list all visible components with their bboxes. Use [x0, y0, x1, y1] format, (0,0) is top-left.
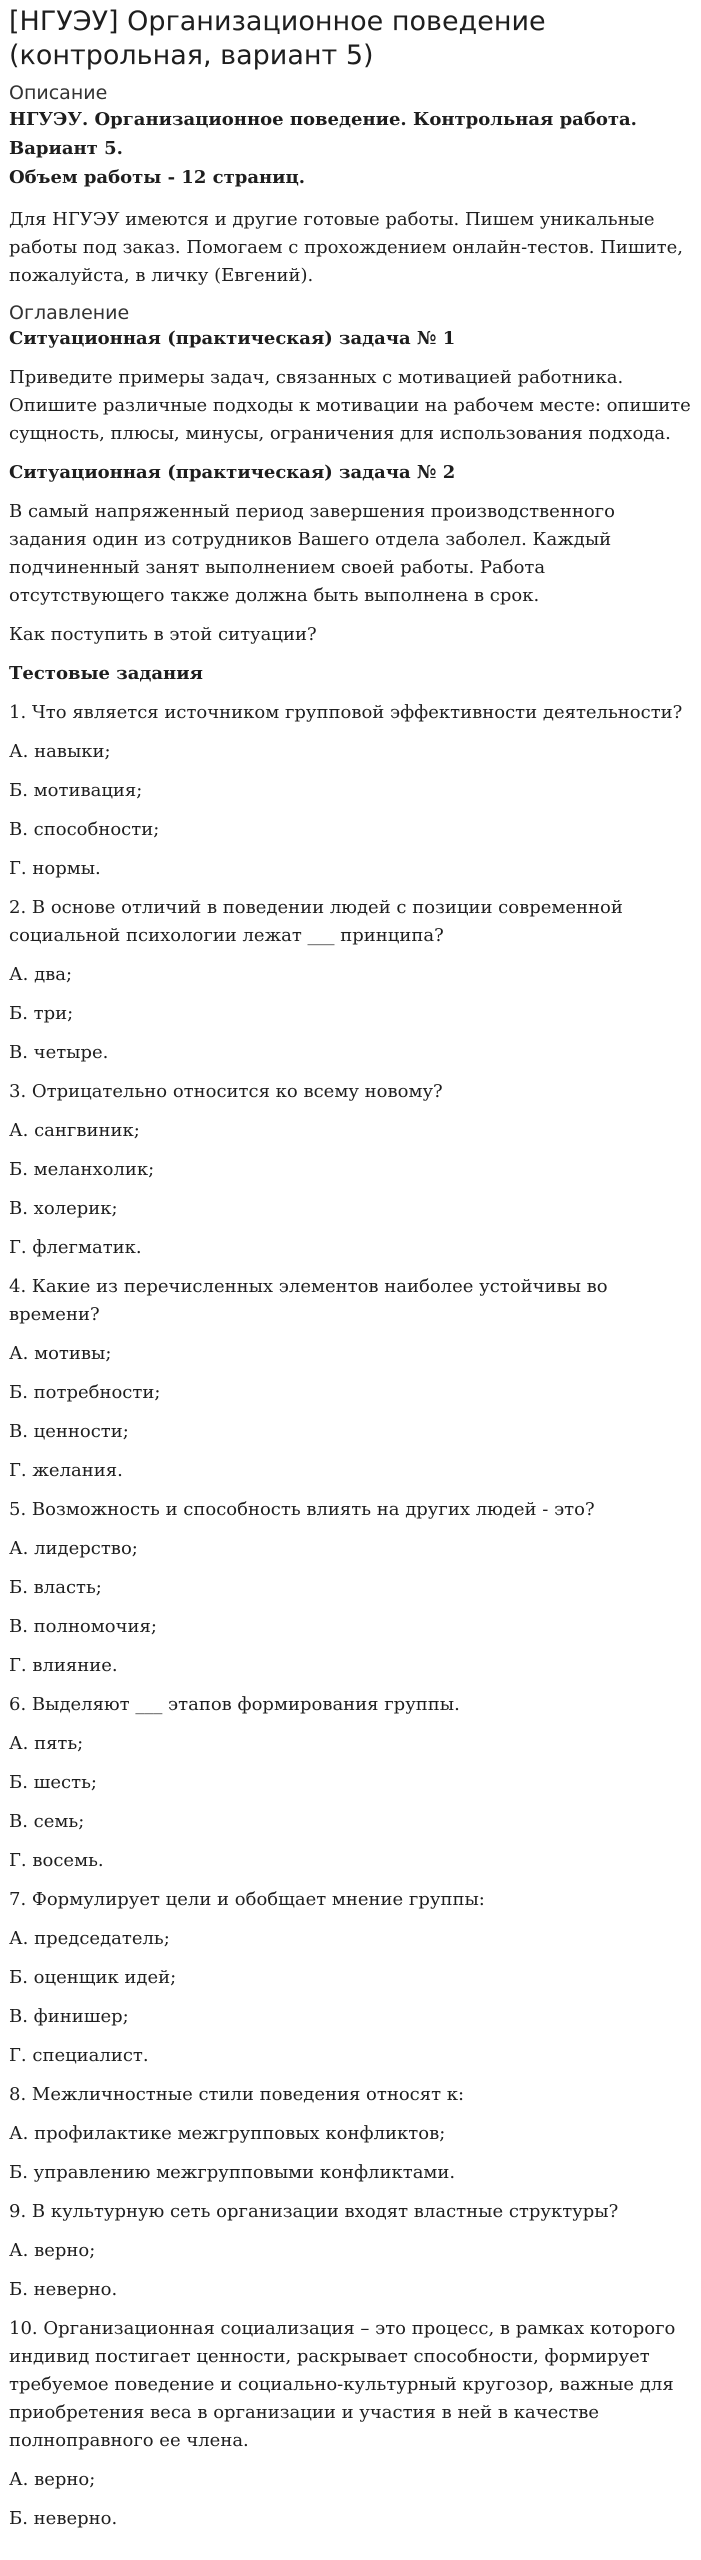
answer-option: В. финишер;: [9, 2006, 129, 2027]
questions-list: [9, 699, 692, 2533]
question-text: 10. Организационная социализация – это процесс, в рамках которого индивид постигает ценности, раскрывает способности, формирует требуемое поведение и социально-культурный кругозор, важные для приобретения веса в организации и участия в ней в качестве полноправного ее члена.: [9, 2318, 676, 2451]
answer-option: Б. меланхолик;: [9, 1159, 155, 1180]
answer-option: В. полномочия;: [9, 1616, 157, 1637]
page-title: [НГУЭУ] Организационное поведение (контрольная, вариант 5): [9, 6, 546, 71]
answer-option: Г. влияние.: [9, 1655, 118, 1676]
question-text: 8. Межличностные стили поведения относят к:: [9, 2084, 465, 2105]
lead-line-2: Объем работы - 12 страниц.: [9, 167, 306, 188]
answer-option: Г. желания.: [9, 1460, 123, 1481]
question-text: 2. В основе отличий в поведении людей с позиции современной социальной психологии лежат ___ принципа?: [9, 897, 623, 946]
question-text: 5. Возможность и способность влиять на других людей - это?: [9, 1499, 595, 1520]
answer-option: Б. неверно.: [9, 2279, 118, 2300]
answer-option: Б. управлению межгрупповыми конфликтами.: [9, 2162, 456, 2183]
question-text: 1. Что является источником групповой эффективности деятельности?: [9, 702, 683, 723]
toc-label: Оглавление: [9, 302, 130, 324]
description-label: Описание: [9, 82, 108, 104]
answer-option: А. сангвиник;: [9, 1120, 140, 1141]
answer-option: А. председатель;: [9, 1928, 170, 1949]
answer-option: Б. власть;: [9, 1577, 102, 1598]
answer-option: Б. оценщик идей;: [9, 1967, 177, 1988]
task2-heading: Ситуационная (практическая) задача № 2: [9, 462, 456, 483]
answer-option: Г. восемь.: [9, 1850, 104, 1871]
task2-text: В самый напряженный период завершения производственного задания один из сотрудников Вашего отдела заболел. Каждый подчиненный занят выполнением своей работы. Работа отсутствующего также должна быть выполнена в срок.: [9, 501, 615, 606]
question-text: 3. Отрицательно относится ко всему новому?: [9, 1081, 443, 1102]
answer-option: Б. мотивация;: [9, 780, 143, 801]
lead-line-1: НГУЭУ. Организационное поведение. Контрольная работа. Вариант 5.: [9, 109, 637, 159]
task1-text: Приведите примеры задач, связанных с мотивацией работника. Опишите различные подходы к мотивации на рабочем месте: опишите сущность, плюсы, минусы, ограничения для использования подхода.: [9, 367, 691, 444]
answer-option: Б. неверно.: [9, 2508, 118, 2529]
task2-question: Как поступить в этой ситуации?: [9, 624, 317, 645]
intro-paragraph: Для НГУЭУ имеются и другие готовые работы. Пишем уникальные работы под заказ. Помогаем с прохождением онлайн-тестов. Пишите, пожалуйста, в личку (Евгений).: [9, 209, 683, 286]
answer-option: В. способности;: [9, 819, 160, 840]
task1-heading: Ситуационная (практическая) задача № 1: [9, 328, 456, 349]
answer-option: В. холерик;: [9, 1198, 118, 1219]
question-text: 4. Какие из перечисленных элементов наиболее устойчивы во времени?: [9, 1276, 608, 1325]
question-text: 6. Выделяют ___ этапов формирования группы.: [9, 1694, 460, 1715]
answer-option: Б. шесть;: [9, 1772, 97, 1793]
answer-option: А. лидерство;: [9, 1538, 138, 1559]
answer-option: Б. потребности;: [9, 1382, 161, 1403]
answer-option: Б. три;: [9, 1003, 74, 1024]
answer-option: Г. флегматик.: [9, 1237, 142, 1258]
answer-option: В. ценности;: [9, 1421, 129, 1442]
answer-option: А. навыки;: [9, 741, 111, 762]
answer-option: А. два;: [9, 964, 73, 985]
answer-option: Г. нормы.: [9, 858, 101, 879]
answer-option: А. пять;: [9, 1733, 84, 1754]
tests-heading: Тестовые задания: [9, 663, 203, 684]
answer-option: А. профилактике межгрупповых конфликтов;: [9, 2123, 446, 2144]
answer-option: А. верно;: [9, 2469, 96, 2490]
answer-option: Г. специалист.: [9, 2045, 149, 2066]
answer-option: А. верно;: [9, 2240, 96, 2261]
question-text: 7. Формулирует цели и обобщает мнение группы:: [9, 1889, 485, 1910]
answer-option: В. четыре.: [9, 1042, 109, 1063]
answer-option: А. мотивы;: [9, 1343, 112, 1364]
answer-option: В. семь;: [9, 1811, 85, 1832]
question-text: 9. В культурную сеть организации входят властные структуры?: [9, 2201, 619, 2222]
